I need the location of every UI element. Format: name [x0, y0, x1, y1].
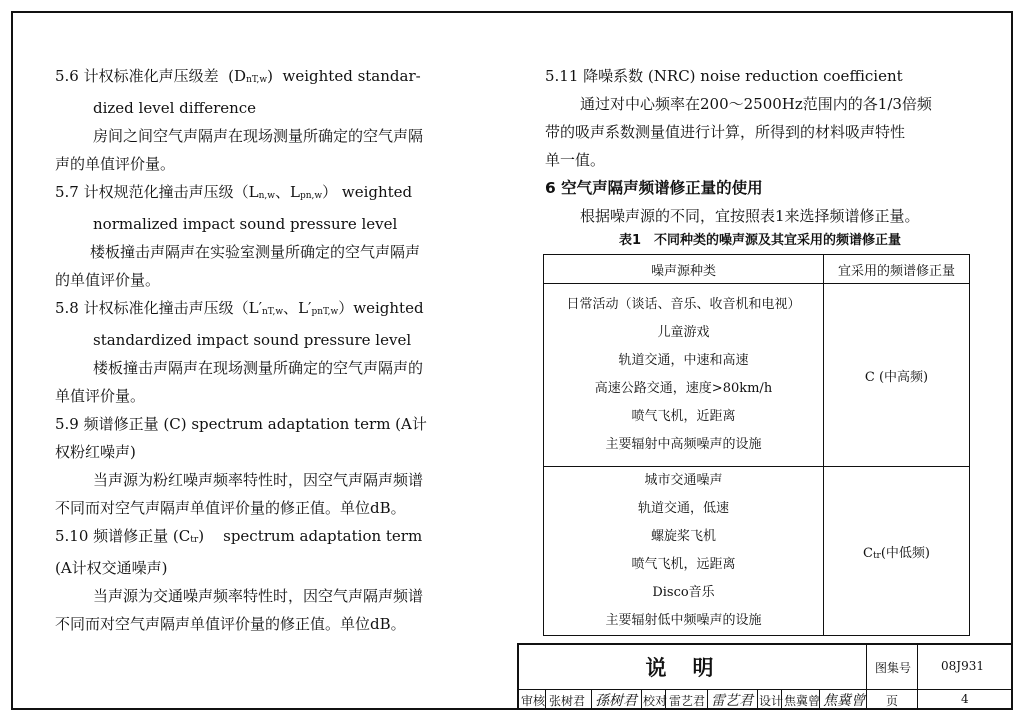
title-block-divider — [545, 689, 546, 709]
table-1-caption: 表1 不同种类的噪声源及其宜采用的频谱修正量 — [618, 233, 902, 248]
list-item: 主要辐射中高频噪声的设施 — [605, 437, 762, 452]
group-1-sources — [544, 284, 824, 467]
section-5-11-desc-2: 带的吸声系数测量值进行计算，所得到的材料吸声特性 — [545, 123, 906, 141]
sheet-title: 说明 — [645, 656, 740, 680]
title-block-divider — [707, 689, 708, 709]
section-5-10-desc-1: 当声源为交通噪声频率特性时，因空气声隔声频谱 — [93, 587, 424, 605]
table-row — [544, 467, 970, 636]
title-block-divider — [866, 645, 867, 709]
table-row — [544, 284, 970, 467]
table-header-row — [544, 255, 970, 284]
group-2-term: $C_{tr}$(中低频) — [824, 467, 970, 636]
header-noise-source: 噪声源种类 — [544, 255, 824, 284]
list-item: Disco音乐 — [652, 585, 715, 600]
group-1-term: C (中高频) — [824, 284, 970, 467]
left-column — [55, 62, 495, 638]
section-5-9-heading: 5.9 频谱修正量 (C) spectrum adaptation term (A计 — [55, 415, 427, 433]
title-block-divider — [917, 645, 918, 709]
list-item: 喷气飞机，远距离 — [631, 557, 736, 572]
title-block-divider — [519, 689, 1011, 690]
designer-name: 焦冀曾 — [784, 694, 821, 708]
list-item: 螺旋桨飞机 — [650, 529, 716, 544]
title-block — [517, 643, 1011, 709]
checker-signature: 雷艺君 — [711, 693, 753, 709]
list-item: 城市交通噪声 — [644, 473, 723, 488]
atlas-number-label: 图集号 — [875, 661, 912, 675]
page-label: 页 — [886, 694, 899, 708]
section-5-6-heading: 5.6 计权标准化声压级差 $(D_{nT,w})$ weighted standar- — [55, 67, 421, 85]
section-5-7-english: normalized impact sound pressure level — [93, 215, 398, 233]
section-5-11-desc-3: 单一值。 — [545, 151, 606, 169]
table-1 — [543, 254, 970, 636]
section-5-8-desc-2: 单值评价量。 — [55, 387, 146, 405]
section-5-8-desc-1: 楼板撞击声隔声在现场测量所确定的空气声隔声的 — [93, 359, 424, 377]
section-5-11-heading: 5.11 降噪系数 (NRC) noise reduction coefficient — [545, 67, 903, 85]
section-5-10-heading: 5.10 频谱修正量 $(C_{tr})$ spectrum adaptation term — [55, 527, 423, 545]
list-item: 高速公路交通，速度>80km/h — [594, 381, 773, 396]
designer-signature: 焦冀曾 — [823, 693, 865, 709]
section-5-10-desc-2: 不同而对空气声隔声单值评价量的修正值。单位dB。 — [55, 615, 406, 633]
list-item: 喷气飞机，近距离 — [631, 409, 736, 424]
list-item: 儿童游戏 — [657, 325, 710, 340]
section-5-9-heading-2: 权粉红噪声) — [55, 443, 136, 461]
section-5-6-desc-1: 房间之间空气声隔声在现场测量所确定的空气声隔 — [93, 127, 424, 145]
section-5-6-desc-2: 声的单值评价量。 — [55, 155, 176, 173]
review-label: 审核 — [521, 694, 546, 708]
section-5-7-desc-2: 的单值评价量。 — [55, 271, 161, 289]
section-5-10-heading-2: (A计权交通噪声) — [55, 559, 168, 577]
section-5-7-desc-1: 楼板撞击声隔声在实验室测量所确定的空气声隔声 — [90, 243, 421, 261]
reviewer-signature: 孫树君 — [595, 693, 637, 709]
checker-name: 雷艺君 — [669, 694, 706, 708]
header-adaptation-term: 宜采用的频谱修正量 — [824, 255, 970, 284]
section-5-7-heading: 5.7 计权规范化撞击声压级（$L_{n,w}$、$L_{pn,w}$） weighted — [55, 183, 413, 201]
list-item: 主要辐射低中频噪声的设施 — [605, 613, 762, 628]
title-block-divider — [757, 689, 758, 709]
list-item: 轨道交通，低速 — [637, 501, 729, 516]
group-2-sources — [544, 467, 824, 636]
design-label: 设计 — [759, 694, 784, 708]
section-5-8-heading: 5.8 计权标准化撞击声压级（$L'_{nT,w}$、$L'_{pnT,w})weighted$ — [55, 299, 424, 317]
list-item: 轨道交通，中速和高速 — [618, 353, 749, 368]
section-5-9-desc-2: 不同而对空气声隔声单值评价量的修正值。单位dB。 — [55, 499, 406, 517]
section-6-desc: 根据噪声源的不同，宜按照表1来选择频谱修正量。 — [580, 207, 920, 225]
title-block-divider — [641, 689, 642, 709]
right-column — [545, 62, 975, 252]
title-block-divider — [591, 689, 592, 709]
reviewer-name: 张树君 — [549, 694, 586, 708]
check-label: 校对 — [643, 694, 668, 708]
section-5-8-english: standardized impact sound pressure level — [93, 331, 412, 349]
atlas-number: 08J931 — [941, 659, 984, 673]
section-5-11-desc-1: 通过对中心频率在200～2500Hz范围内的各1/3倍频 — [580, 95, 932, 113]
page-number: 4 — [961, 692, 969, 706]
section-5-6-english: dized level difference — [93, 99, 257, 117]
list-item: 日常活动（谈话、音乐、收音机和电视） — [566, 297, 801, 312]
section-5-9-desc-1: 当声源为粉红噪声频率特性时，因空气声隔声频谱 — [93, 471, 424, 489]
section-6-heading: 6 空气声隔声频谱修正量的使用 — [545, 179, 763, 197]
